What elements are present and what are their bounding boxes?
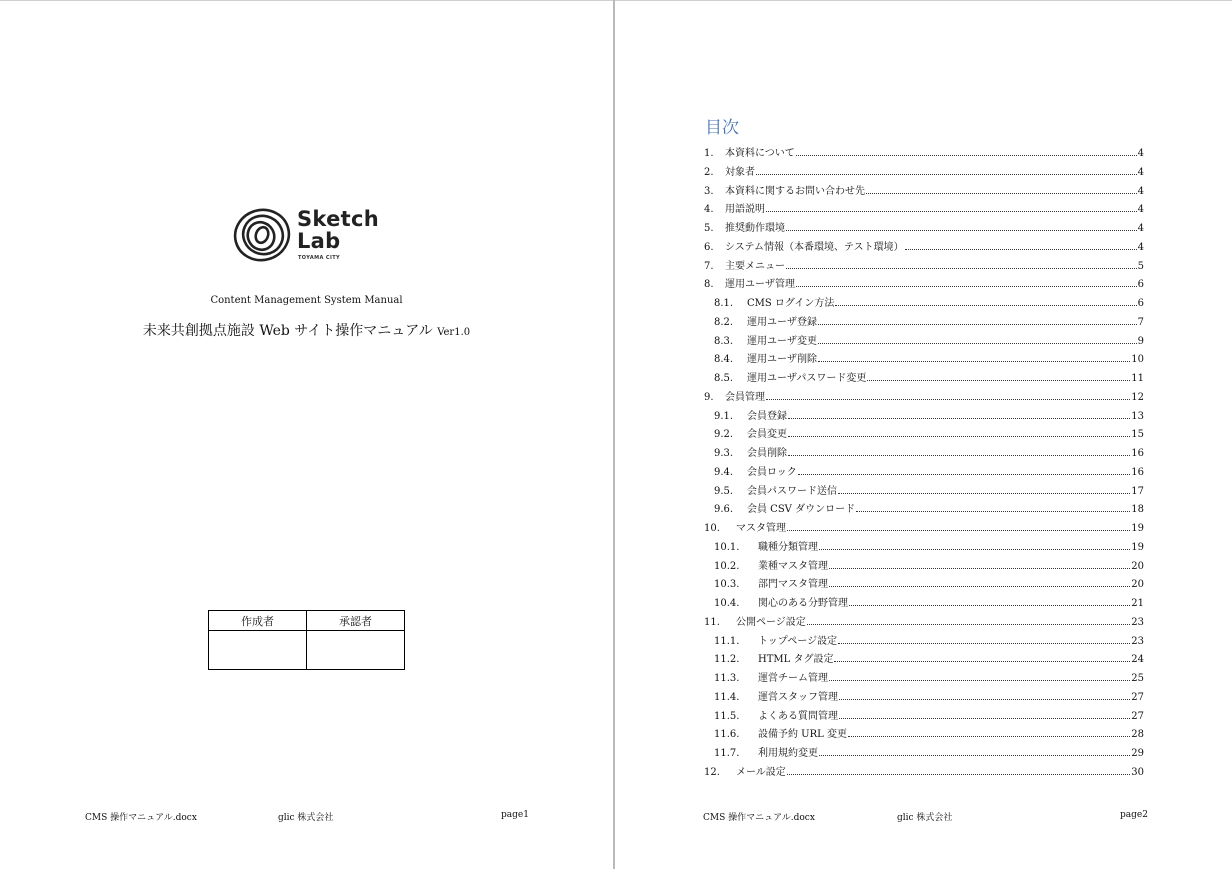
toc-entry-title: 推奨動作環境 <box>725 223 785 234</box>
toc-leader-dots <box>796 155 1137 156</box>
toc-entry[interactable] <box>704 257 1144 276</box>
toc-entry-page: 4 <box>1137 223 1144 234</box>
toc-entry-page: 16 <box>1131 466 1144 478</box>
toc-entry-title: 設備予約 URL 変更 <box>758 729 847 741</box>
toc-entry[interactable] <box>704 200 1144 219</box>
toc-entry[interactable] <box>704 369 1144 388</box>
toc-entry[interactable] <box>704 313 1144 332</box>
toc-entry-number: 10.2. <box>714 560 740 572</box>
toc-entry-page: 20 <box>1131 560 1144 572</box>
toc-entry[interactable] <box>704 688 1144 707</box>
toc-entry[interactable] <box>704 632 1144 651</box>
toc-leader-dots <box>787 774 1130 775</box>
author-label: 作成者 <box>209 611 307 631</box>
toc-entry-page: 10 <box>1131 354 1144 366</box>
toc-entry-page: 28 <box>1131 729 1144 741</box>
toc-leader-dots <box>866 193 1137 194</box>
toc-entry-page: 7 <box>1137 316 1144 328</box>
toc-entry-page: 4 <box>1137 241 1144 253</box>
toc-entry[interactable] <box>704 463 1144 482</box>
toc-entry-title: 運用ユーザパスワード変更 <box>747 373 867 384</box>
toc-entry-number: 10. <box>704 523 720 534</box>
toc-leader-dots <box>818 343 1137 344</box>
toc-entry[interactable] <box>704 275 1144 294</box>
toc-entry-number: 9.6. <box>714 504 734 516</box>
toc-entry-number: 8.1. <box>714 298 734 309</box>
toc-entry-title: 主要メニュー <box>725 260 785 272</box>
toc-leader-dots <box>807 624 1130 625</box>
toc-leader-dots <box>835 305 1136 306</box>
toc-leader-dots <box>834 661 1130 662</box>
approver-label: 承認者 <box>307 611 405 631</box>
toc-entry-number: 11.6. <box>714 729 740 741</box>
toc-leader-dots <box>838 493 1130 494</box>
toc-leader-dots <box>796 286 1137 287</box>
cover-title-text: 未来共創拠点施設 Web サイト操作マニュアル <box>142 323 433 339</box>
toc-entry[interactable] <box>704 332 1144 351</box>
toc-entry-number: 5. <box>704 223 714 234</box>
toc-entry[interactable] <box>704 294 1144 313</box>
toc-entry-number: 8.4. <box>714 354 734 366</box>
toc-entry-number: 9.2. <box>714 429 734 441</box>
logo-wordmark <box>297 208 379 252</box>
toc-leader-dots <box>829 586 1130 587</box>
toc-entry-title: 運用ユーザ管理 <box>725 279 795 291</box>
toc-entry-number: 9.1. <box>714 410 734 422</box>
toc-leader-dots <box>856 511 1130 512</box>
toc-entry-title: CMS ログイン方法 <box>747 298 835 309</box>
toc-entry-title: トップページ設定 <box>758 635 838 647</box>
toc-entry-title: 職種分類管理 <box>758 541 818 553</box>
toc-entry-number: 3. <box>704 185 714 197</box>
toc-entry-number: 9.4. <box>714 466 734 478</box>
toc-entry-page: 11 <box>1131 373 1144 384</box>
toc-leader-dots <box>819 755 1130 756</box>
toc-entry-number: 11.3. <box>714 673 740 684</box>
toc-entry-title: 部門マスタ管理 <box>758 579 828 591</box>
toc-entry-title: 運用ユーザ削除 <box>747 354 817 366</box>
cover-version: Ver1.0 <box>437 327 471 338</box>
toc-entry-page: 4 <box>1137 204 1144 216</box>
toc-leader-dots <box>839 699 1130 700</box>
toc-leader-dots <box>788 418 1130 419</box>
toc-leader-dots <box>829 568 1130 569</box>
toc-entry-title: 本資料について <box>725 148 795 159</box>
toc-entry-page: 19 <box>1131 541 1144 553</box>
toc-leader-dots <box>756 174 1137 175</box>
toc-entry[interactable] <box>704 519 1144 538</box>
toc-entry-number: 11.7. <box>714 748 740 759</box>
toc-entry[interactable] <box>704 500 1144 519</box>
toc-entry-title: 運営スタッフ管理 <box>758 691 838 703</box>
logo-line-1: Sketch <box>297 207 380 231</box>
toc-entry-title: 利用規約変更 <box>758 748 818 759</box>
footer-filename: CMS 操作マニュアル.docx <box>85 813 197 823</box>
toc-entry-page: 23 <box>1131 616 1144 628</box>
toc-leader-dots <box>788 455 1130 456</box>
cover-subtitle: Content Management System Manual <box>210 295 403 306</box>
toc-entry-title: 会員登録 <box>747 410 787 422</box>
toc-entry-title: マスタ管理 <box>736 523 786 534</box>
toc-entry-number: 8.2. <box>714 316 734 328</box>
toc-entry-title: 会員削除 <box>747 448 787 459</box>
spiral-logo-icon <box>232 205 292 265</box>
toc-entry-page: 4 <box>1137 148 1144 159</box>
toc-entry-page: 15 <box>1131 429 1144 441</box>
toc-entry[interactable] <box>704 144 1144 163</box>
toc-entry-title: 会員ロック <box>747 466 797 478</box>
toc-entry-page: 30 <box>1131 766 1144 778</box>
toc-entry-title: メール設定 <box>736 766 786 778</box>
approver-stamp-cell <box>307 631 405 670</box>
toc-entry-number: 4. <box>704 204 714 216</box>
toc-entry-page: 27 <box>1131 710 1144 722</box>
toc-entry[interactable] <box>704 182 1144 201</box>
footer-company: glic 株式会社 <box>897 813 953 823</box>
toc-entry[interactable] <box>704 650 1144 669</box>
toc-entry-title: 運用ユーザ変更 <box>747 335 817 347</box>
toc-entry-number: 8.5. <box>714 373 734 384</box>
sketch-lab-logo <box>232 205 382 267</box>
toc-entry-number: 9.3. <box>714 448 734 459</box>
toc-entry-page: 29 <box>1131 748 1144 759</box>
toc-entry[interactable] <box>704 482 1144 501</box>
toc-entry-title: 会員管理 <box>725 391 765 403</box>
toc-leader-dots <box>786 268 1137 269</box>
toc-entry-title: よくある質問管理 <box>758 710 838 722</box>
toc-entry-page: 4 <box>1137 166 1144 178</box>
toc-entry-title: 公開ページ設定 <box>736 616 806 628</box>
toc-entry[interactable] <box>704 219 1144 238</box>
toc-entry-page: 5 <box>1137 260 1144 272</box>
table-of-contents <box>704 144 1144 782</box>
toc-entry[interactable] <box>704 707 1144 726</box>
toc-entry[interactable] <box>704 538 1144 557</box>
toc-entry-page: 21 <box>1131 598 1144 609</box>
logo-tagline: TOYAMA CITY <box>298 255 341 261</box>
toc-entry[interactable] <box>704 725 1144 744</box>
toc-entry-number: 11.2. <box>714 654 740 666</box>
toc-entry-number: 8.3. <box>714 335 734 347</box>
toc-entry-page: 25 <box>1131 673 1144 684</box>
toc-entry-page: 23 <box>1131 635 1144 647</box>
toc-leader-dots <box>829 680 1130 681</box>
toc-page <box>615 2 1232 869</box>
toc-entry-title: 運営チーム管理 <box>758 673 828 684</box>
toc-entry-number: 8. <box>704 279 714 291</box>
toc-entry[interactable] <box>704 613 1144 632</box>
toc-entry-title: HTML タグ設定 <box>758 654 834 666</box>
toc-entry-number: 12. <box>704 766 720 778</box>
toc-entry-page: 27 <box>1131 691 1144 703</box>
top-border <box>0 0 1232 1</box>
toc-leader-dots <box>839 718 1130 719</box>
toc-entry-number: 9.5. <box>714 485 734 497</box>
toc-entry-title: 運用ユーザ登録 <box>747 316 817 328</box>
toc-entry[interactable] <box>704 238 1144 257</box>
toc-leader-dots <box>849 605 1130 606</box>
toc-entry-number: 11. <box>704 616 720 628</box>
toc-entry-number: 11.4. <box>714 691 740 703</box>
cover-title <box>0 320 613 340</box>
toc-entry-title: 本資料に関するお問い合わせ先 <box>725 185 865 197</box>
toc-entry[interactable] <box>704 594 1144 613</box>
toc-heading: 目次 <box>705 118 739 138</box>
toc-leader-dots <box>766 211 1137 212</box>
toc-entry-page: 13 <box>1131 410 1144 422</box>
toc-entry-number: 10.1. <box>714 541 740 553</box>
toc-leader-dots <box>867 380 1130 381</box>
toc-entry-number: 1. <box>704 148 714 159</box>
toc-leader-dots <box>766 399 1130 400</box>
toc-entry-page: 6 <box>1137 298 1144 309</box>
toc-entry-title: 対象者 <box>725 166 755 178</box>
footer-page-number: page1 <box>501 810 529 820</box>
logo-line-2: Lab <box>297 229 341 253</box>
toc-leader-dots <box>818 361 1130 362</box>
toc-leader-dots <box>787 530 1130 531</box>
toc-entry-number: 10.3. <box>714 579 740 591</box>
toc-entry-page: 18 <box>1131 504 1144 516</box>
toc-leader-dots <box>905 249 1137 250</box>
toc-entry[interactable] <box>704 425 1144 444</box>
toc-entry[interactable] <box>704 163 1144 182</box>
toc-entry-page: 24 <box>1131 654 1144 666</box>
toc-entry[interactable] <box>704 350 1144 369</box>
toc-entry-page: 20 <box>1131 579 1144 591</box>
toc-leader-dots <box>788 436 1130 437</box>
toc-entry[interactable] <box>704 444 1144 463</box>
toc-entry-number: 11.1. <box>714 635 740 647</box>
toc-entry-title: 会員 CSV ダウンロード <box>747 504 856 516</box>
toc-entry-title: 会員パスワード送信 <box>747 485 837 497</box>
toc-entry-number: 7. <box>704 260 714 272</box>
toc-entry[interactable] <box>704 575 1144 594</box>
toc-entry-number: 9. <box>704 391 714 403</box>
toc-entry[interactable] <box>704 388 1144 407</box>
toc-entry-title: 業種マスタ管理 <box>758 560 828 572</box>
toc-entry-title: 用語説明 <box>725 204 765 216</box>
toc-entry[interactable] <box>704 669 1144 688</box>
toc-entry-page: 4 <box>1137 185 1144 197</box>
toc-entry[interactable] <box>704 744 1144 763</box>
toc-entry-number: 6. <box>704 241 714 253</box>
toc-entry[interactable] <box>704 407 1144 426</box>
footer-company: glic 株式会社 <box>278 813 334 823</box>
toc-entry-number: 2. <box>704 166 714 178</box>
toc-entry-page: 16 <box>1131 448 1144 459</box>
toc-leader-dots <box>786 230 1137 231</box>
toc-entry-title: 関心のある分野管理 <box>758 598 848 609</box>
toc-entry-title: システム情報（本番環境、テスト環境） <box>725 241 904 253</box>
toc-leader-dots <box>838 643 1130 644</box>
toc-leader-dots <box>818 324 1137 325</box>
footer-page-number: page2 <box>1120 810 1148 820</box>
toc-entry[interactable] <box>704 763 1144 782</box>
toc-entry-page: 12 <box>1131 391 1144 403</box>
footer-filename: CMS 操作マニュアル.docx <box>703 813 815 823</box>
toc-entry-title: 会員変更 <box>747 429 787 441</box>
author-stamp-cell <box>209 631 307 670</box>
toc-leader-dots <box>798 474 1130 475</box>
toc-entry-page: 9 <box>1137 335 1144 347</box>
toc-entry-number: 10.4. <box>714 598 740 609</box>
toc-entry-page: 19 <box>1131 523 1144 534</box>
toc-leader-dots <box>819 549 1130 550</box>
approval-table <box>208 610 405 670</box>
toc-entry-number: 11.5. <box>714 710 740 722</box>
toc-entry-page: 6 <box>1137 279 1144 291</box>
cover-page <box>0 2 613 869</box>
toc-leader-dots <box>848 736 1130 737</box>
toc-entry[interactable] <box>704 557 1144 576</box>
toc-entry-page: 17 <box>1131 485 1144 497</box>
